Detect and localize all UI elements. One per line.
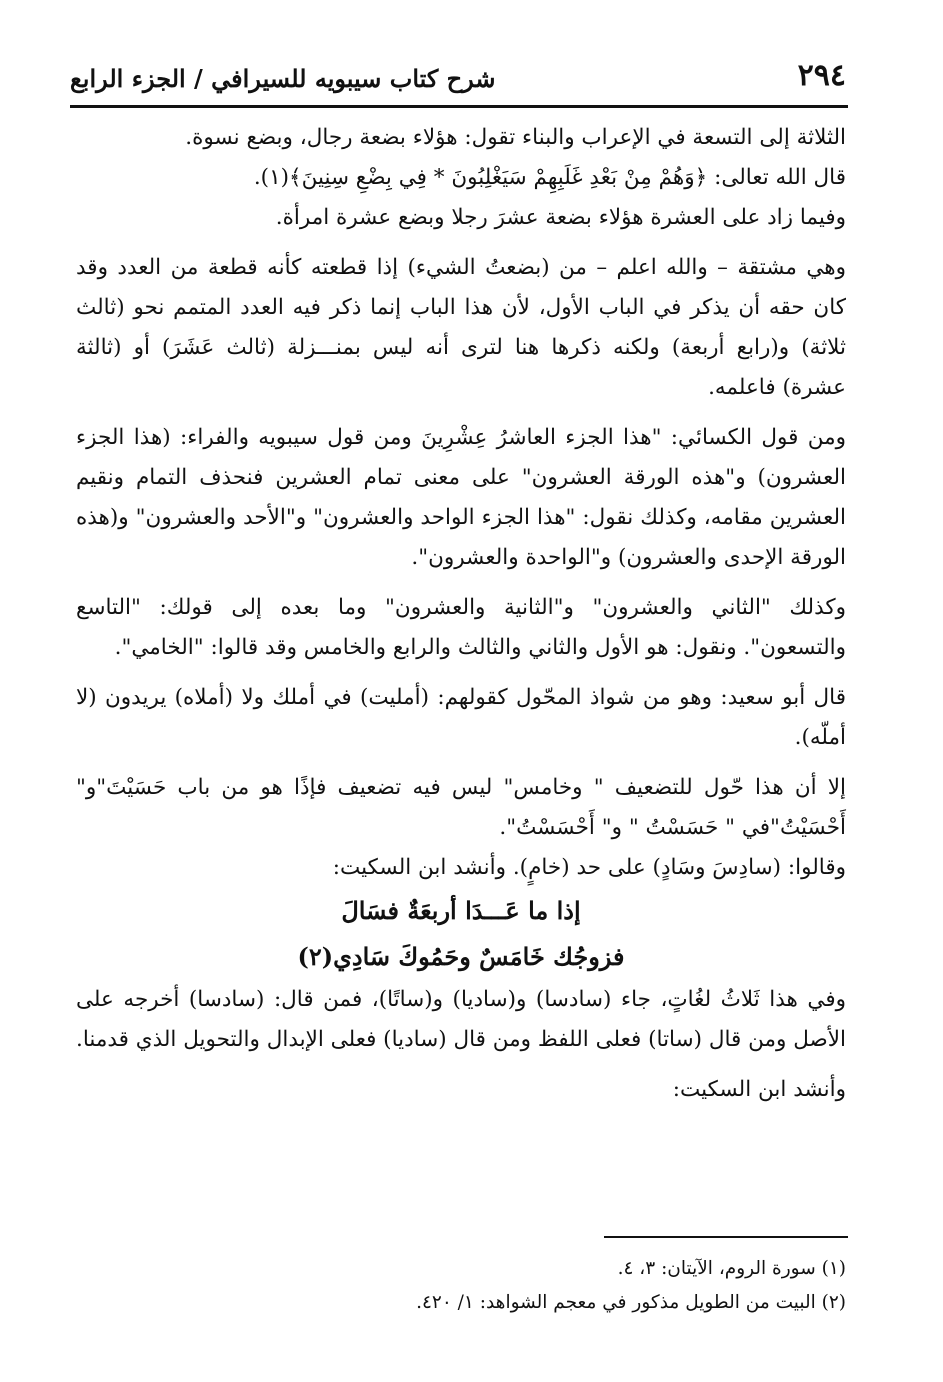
paragraph: قال الله تعالى: ﴿وَهُمْ مِنْ بَعْدِ غَلَبِهِمْ سَيَغْلِبُونَ * فِي بِضْعِ سِنِينَ﴾(١). [253,165,846,190]
paragraph: إلا أن هذا حّول للتضعيف " وخامس" ليس فيه تضعيف فإذًا هو من باب حَسَيْتَ"و" أَحْسَيْتُ"في " حَسَسْتُ " و" أَحْسَسْتُ". [76,775,846,840]
poetry-verse: فزوجُك خَامَسٌ وحَمُوكَ سَادِي(٢) [297,942,625,971]
footnote: (١) سورة الروم، الآيتان: ٣، ٤. [617,1258,846,1279]
page-number: ٢٩٤ [797,58,846,93]
paragraph: الثلاثة إلى التسعة في الإعراب والبناء تقول: هؤلاء بضعة رجال، وبضع نسوة. [185,125,846,150]
main-text [76,118,846,1110]
running-title: شرح كتاب سيبويه للسيرافي / الجزء الرابع [70,64,496,93]
poetry-verse: إذا ما عَـــدَا أربعَةٌ فسَالَ [341,896,581,925]
footnote: (٢) البيت من الطويل مذكور في معجم الشواهد: ١/ ٤٢٠. [416,1292,846,1313]
paragraph: قال أبو سعيد: وهو من شواذ المحّول كقولهم: (أمليت) في أملك ولا (أملاه) يريدون (لا أملّه). [76,685,846,750]
paragraph: وقالوا: (سادِسَ وسَادٍ) على حد (خامٍ). وأنشد ابن السكيت: [332,855,846,880]
page-header [70,58,846,102]
header-divider [70,105,848,108]
paragraph: وفيما زاد على العشرة هؤلاء بضعة عشرَ رجلا وبضع عشرة امرأة. [275,205,846,230]
footnotes [76,1252,846,1320]
paragraph: وكذلك "الثاني والعشرون" و"الثانية والعشرون" وما بعده إلى قولك: "التاسع والتسعون". ونقول: هو الأول والثاني والثالث والرابع والخامس وقد قالوا: "الخامي". [76,595,846,660]
footnote-divider [604,1236,848,1238]
paragraph: وهي مشتقة – والله اعلم – من (بضعتُ الشيء) إذا قطعته كأنه قطعة من العدد وقد كان حقه أن يذكر في الباب الأول، لأن هذا الباب إنما ذكر فيه العدد المتمم نحو (ثالث ثلاثة) و(رابع أربعة) ولكنه ذكرها هنا لترى أنه ليس بمنـــزلة (ثالث عَشَرَ) أو (ثالثة عشرة) فاعلمه. [76,255,846,400]
paragraph: ومن قول الكسائي: "هذا الجزء العاشرُ عِشْرِينَ ومن قول سيبويه والفراء: (هذا الجزء العشرون) و"هذه الورقة العشرون" على معنى تمام العشرين فنحذف التمام ونقيم العشرين مقامه، وكذلك نقول: "هذا الجزء الواحد والعشرون" و"الأحد والعشرون" و(هذه الورقة الإحدى والعشرون) و"الواحدة والعشرون". [76,425,846,570]
paragraph: وأنشد ابن السكيت: [672,1077,846,1102]
paragraph: وفي هذا ثَلاثُ لغُاتٍ، جاء (سادسا) و(ساديا) و(ساتًا)، فمن قال: (سادسا) أخرجه على الأصل ومن قال (ساتا) فعلى اللفظ ومن قال (ساديا) فعلى الإبدال والتحويل الذي قدمنا. [75,987,846,1052]
